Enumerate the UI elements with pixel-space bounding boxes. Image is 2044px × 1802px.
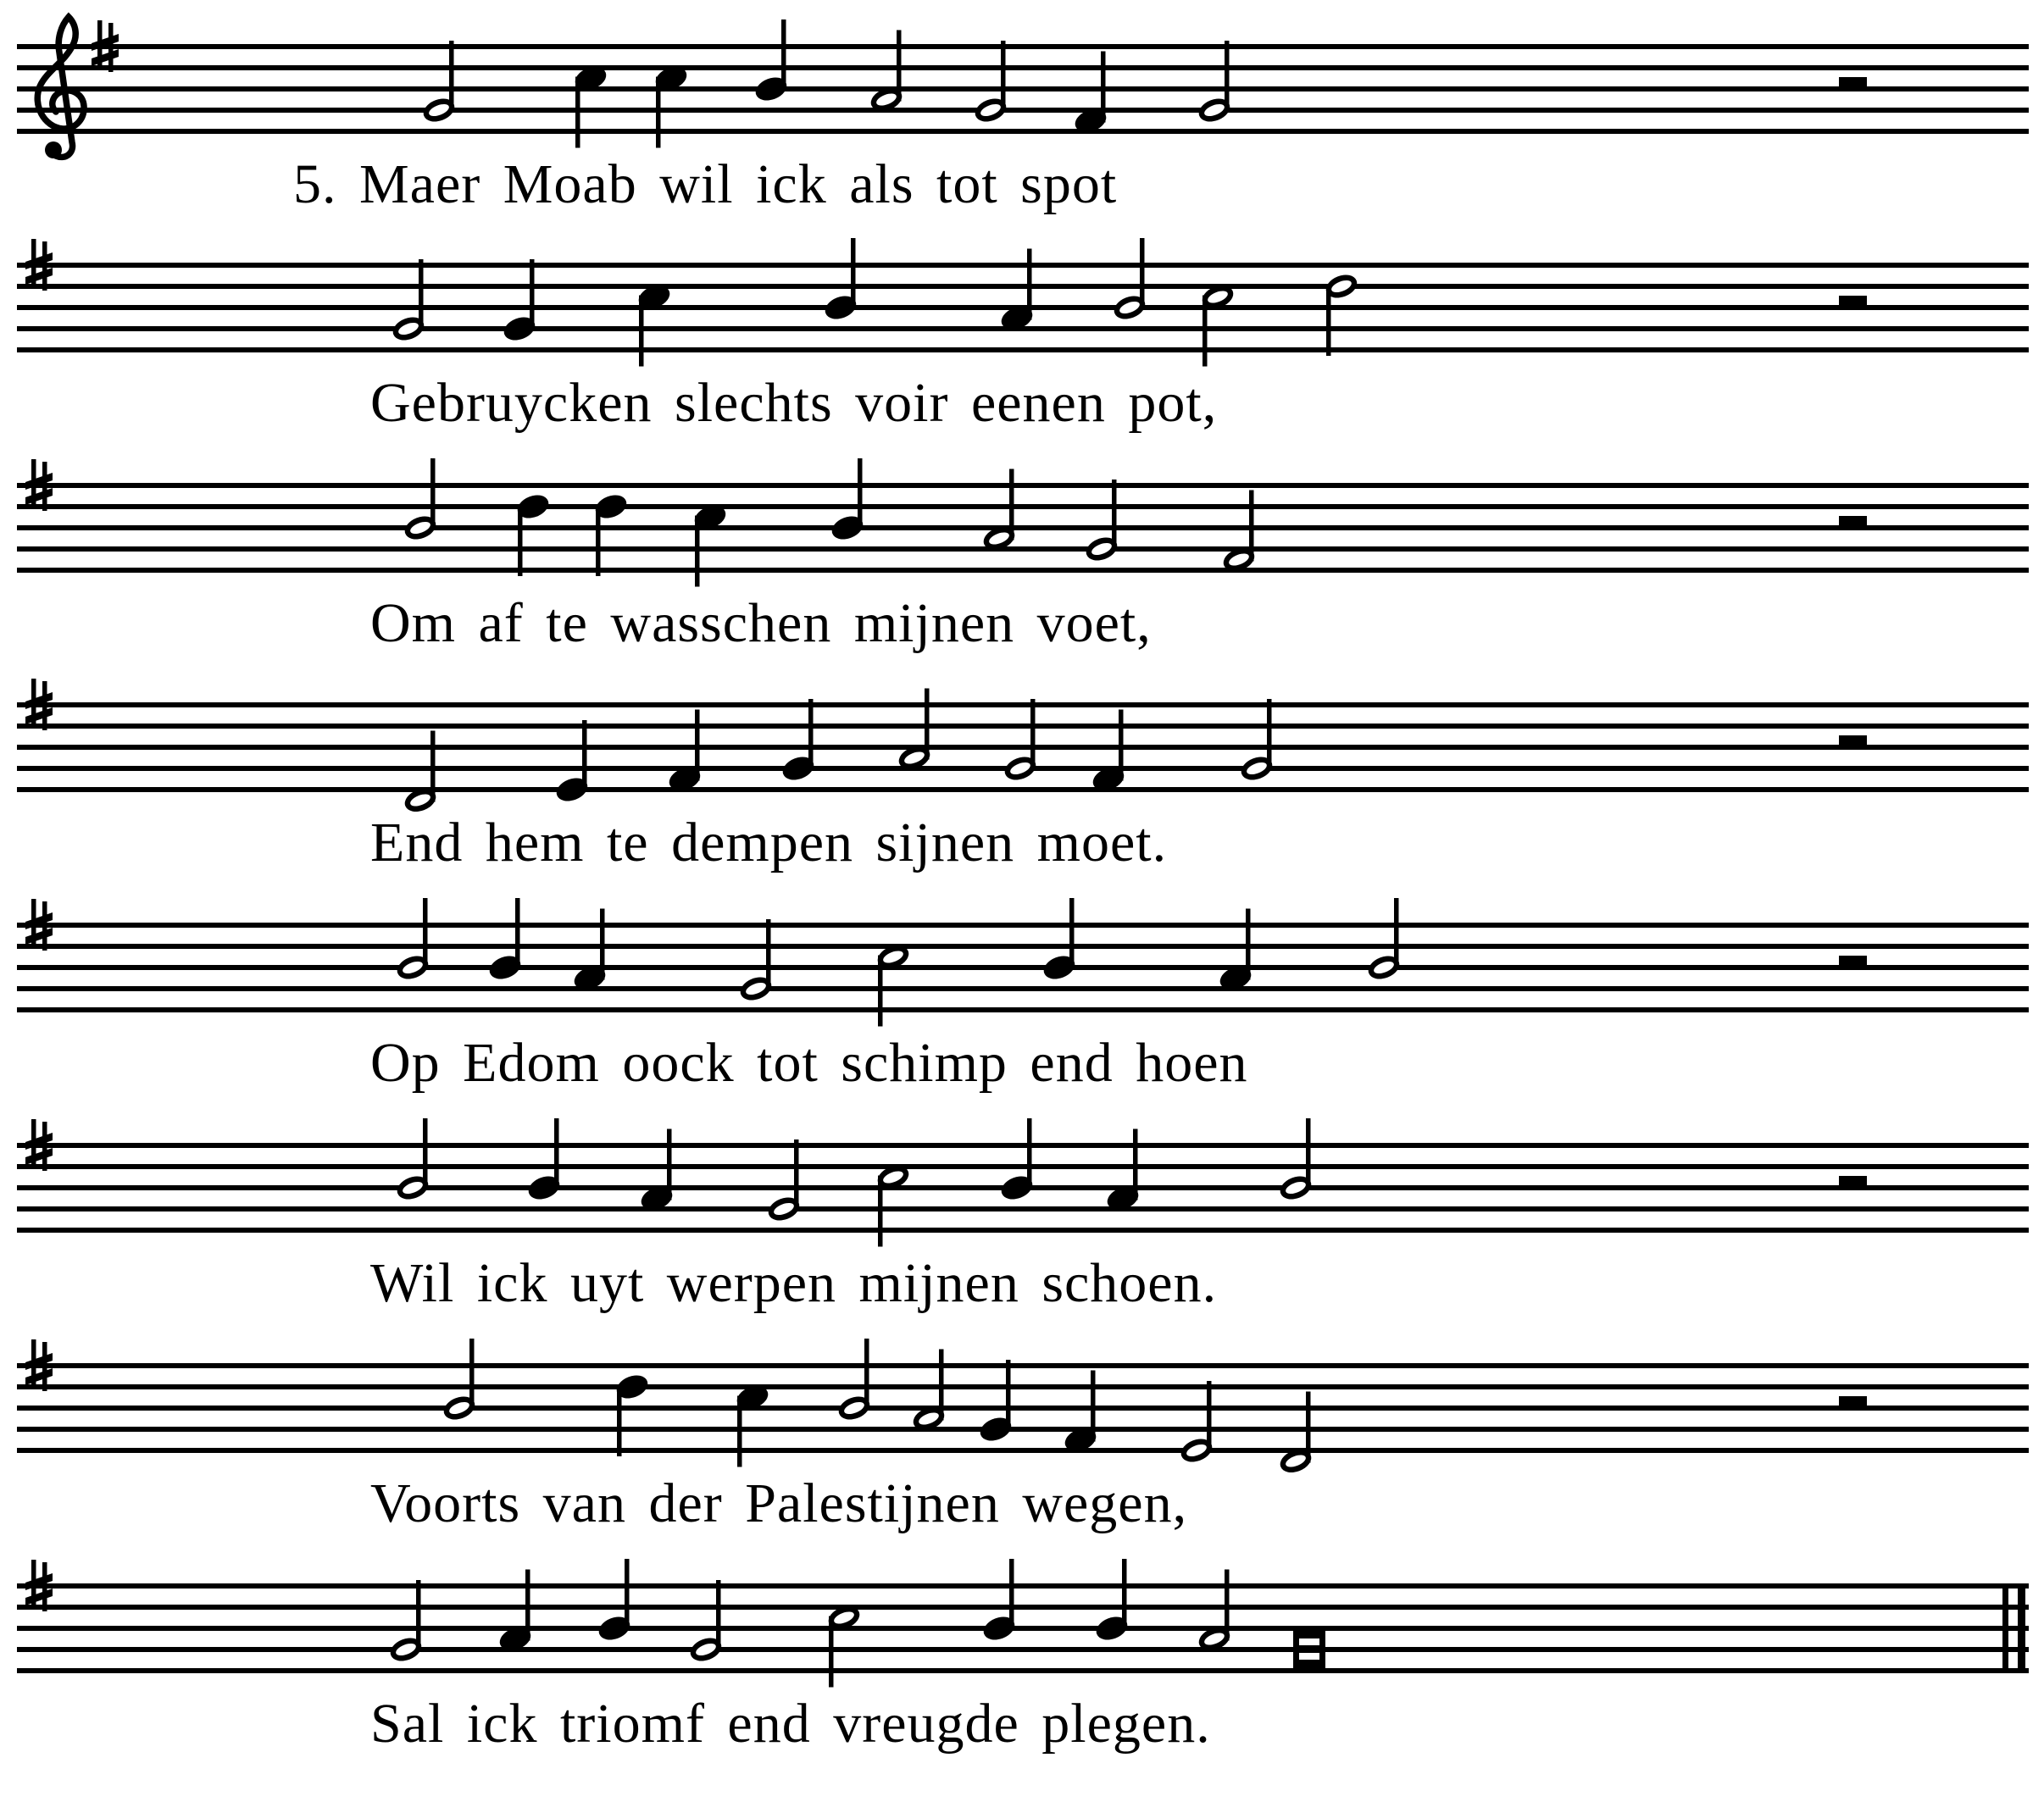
half-rest bbox=[1839, 516, 1867, 528]
note-quarter bbox=[501, 259, 538, 344]
staff-7 bbox=[17, 1339, 2029, 1477]
note-quarter bbox=[1217, 909, 1254, 994]
lyric-line-7: Voorts van der Palestijnen wegen, bbox=[370, 1472, 1188, 1534]
note-half bbox=[980, 469, 1018, 554]
note-quarter bbox=[734, 1382, 771, 1467]
note-half bbox=[910, 1350, 947, 1434]
staff-line bbox=[17, 724, 2029, 729]
staff-4 bbox=[17, 679, 2029, 816]
note-quarter bbox=[486, 898, 524, 983]
note-quarter bbox=[977, 1360, 1014, 1444]
note-quarter bbox=[1062, 1371, 1099, 1455]
note-half bbox=[1002, 699, 1039, 784]
half-rest bbox=[1839, 1176, 1867, 1188]
staff-line bbox=[17, 944, 2029, 949]
note-half bbox=[1196, 41, 1233, 125]
staff-line bbox=[17, 44, 2029, 49]
note-quarter bbox=[596, 1559, 633, 1644]
lyric-line-8: Sal ick triomf end vreugde plegen. bbox=[370, 1693, 1211, 1755]
note-quarter bbox=[614, 1372, 651, 1456]
half-rest bbox=[1839, 956, 1867, 968]
staff-line bbox=[17, 568, 2029, 573]
note-quarter bbox=[998, 249, 1036, 334]
note-half bbox=[420, 41, 458, 125]
note-quarter bbox=[1104, 1129, 1141, 1214]
staff-line bbox=[17, 745, 2029, 750]
note-quarter bbox=[666, 710, 703, 795]
staff-line bbox=[17, 923, 2029, 928]
lyric-line-6: Wil ick uyt werpen mijnen schoen. bbox=[370, 1252, 1218, 1314]
staff-line bbox=[17, 525, 2029, 530]
note-quarter bbox=[553, 720, 591, 805]
staff-1 bbox=[17, 17, 2029, 158]
note-half bbox=[1365, 898, 1402, 983]
staff-line bbox=[17, 284, 2029, 289]
staff-line bbox=[17, 1363, 2029, 1368]
note-half bbox=[1323, 271, 1360, 356]
note-half bbox=[1083, 480, 1120, 564]
note-half bbox=[441, 1339, 478, 1423]
half-rest bbox=[1839, 735, 1867, 747]
staff-3 bbox=[17, 458, 2029, 587]
staff-5 bbox=[17, 898, 2029, 1027]
staff-line bbox=[17, 129, 2029, 134]
note-half bbox=[765, 1139, 803, 1224]
staff-8 bbox=[17, 1559, 2029, 1688]
note-quarter bbox=[1041, 898, 1078, 983]
note-half bbox=[390, 259, 427, 344]
note-half bbox=[896, 689, 933, 773]
staff-line bbox=[17, 1448, 2029, 1453]
staff-line bbox=[17, 483, 2029, 488]
note-quarter bbox=[780, 699, 817, 784]
note-half bbox=[825, 1602, 863, 1687]
half-rest bbox=[1839, 1396, 1867, 1408]
lyric-line-5: Op Edom oock tot schimp end hoen bbox=[370, 1032, 1248, 1094]
staff-line bbox=[17, 1605, 2029, 1610]
note-quarter bbox=[636, 281, 673, 366]
staff-line bbox=[17, 108, 2029, 113]
note-half bbox=[1238, 699, 1275, 784]
note-half bbox=[836, 1339, 873, 1423]
staff-line bbox=[17, 965, 2029, 970]
note-half bbox=[972, 41, 1009, 125]
note-quarter bbox=[692, 502, 729, 586]
half-rest bbox=[1839, 296, 1867, 308]
note-half bbox=[875, 1162, 912, 1246]
note-quarter bbox=[571, 909, 608, 994]
staff-line bbox=[17, 702, 2029, 707]
note-quarter bbox=[572, 63, 609, 147]
note-quarter bbox=[998, 1118, 1036, 1203]
lyric-line-4: End hem te dempen sijnen moet. bbox=[370, 812, 1168, 873]
note-half bbox=[868, 30, 905, 115]
note-quarter bbox=[753, 19, 790, 104]
note-quarter bbox=[1093, 1559, 1130, 1644]
staff-line bbox=[17, 1384, 2029, 1389]
staff-line bbox=[17, 1228, 2029, 1233]
final-barline bbox=[2002, 1583, 2008, 1673]
note-quarter bbox=[638, 1129, 675, 1214]
note-half bbox=[394, 898, 431, 983]
staff-line bbox=[17, 347, 2029, 352]
note-quarter bbox=[514, 491, 552, 576]
note-quarter bbox=[1090, 710, 1127, 795]
staff-line bbox=[17, 1164, 2029, 1169]
lyric-line-1: 5. Maer Moab wil ick als tot spot bbox=[293, 153, 1118, 215]
note-half bbox=[875, 941, 912, 1026]
staff-line bbox=[17, 504, 2029, 509]
lyric-line-3: Om af te wasschen mijnen voet, bbox=[370, 592, 1152, 654]
staff-line bbox=[17, 1647, 2029, 1652]
note-half bbox=[1178, 1381, 1215, 1466]
staff-line bbox=[17, 1007, 2029, 1012]
staff-line bbox=[17, 1583, 2029, 1589]
staff-2 bbox=[17, 238, 2029, 367]
note-half bbox=[402, 731, 439, 816]
note-quarter bbox=[653, 63, 690, 147]
staff-line bbox=[17, 1406, 2029, 1411]
note-half bbox=[1111, 238, 1148, 323]
note-half bbox=[1220, 491, 1258, 575]
note-quarter bbox=[829, 458, 866, 543]
staff-line bbox=[17, 1427, 2029, 1432]
staff-line bbox=[17, 787, 2029, 792]
half-rest bbox=[1839, 77, 1867, 89]
note-half bbox=[402, 458, 439, 543]
staff-line bbox=[17, 546, 2029, 552]
staff-line bbox=[17, 1668, 2029, 1673]
note-half bbox=[1199, 281, 1236, 366]
staff-line bbox=[17, 1143, 2029, 1148]
staff-line bbox=[17, 1206, 2029, 1211]
note-quarter bbox=[980, 1559, 1018, 1644]
staff-line bbox=[17, 986, 2029, 991]
note-half bbox=[1277, 1118, 1314, 1203]
note-quarter bbox=[592, 491, 630, 576]
final-barline bbox=[2018, 1583, 2025, 1673]
note-half bbox=[394, 1118, 431, 1203]
note-breve-final bbox=[1293, 1629, 1325, 1670]
staff-line bbox=[17, 1626, 2029, 1631]
note-quarter bbox=[1072, 52, 1109, 136]
note-half bbox=[687, 1580, 725, 1665]
staff-line bbox=[17, 263, 2029, 268]
staff-6 bbox=[17, 1118, 2029, 1247]
staff-line bbox=[17, 65, 2029, 70]
note-half bbox=[1277, 1392, 1314, 1477]
note-quarter bbox=[497, 1570, 534, 1655]
staff-line bbox=[17, 86, 2029, 91]
note-quarter bbox=[525, 1118, 563, 1203]
note-half bbox=[1196, 1570, 1233, 1655]
note-quarter bbox=[822, 238, 859, 323]
lyric-line-2: Gebruycken slechts voir eenen pot, bbox=[370, 372, 1218, 434]
note-half bbox=[737, 919, 775, 1004]
note-half bbox=[387, 1580, 425, 1665]
